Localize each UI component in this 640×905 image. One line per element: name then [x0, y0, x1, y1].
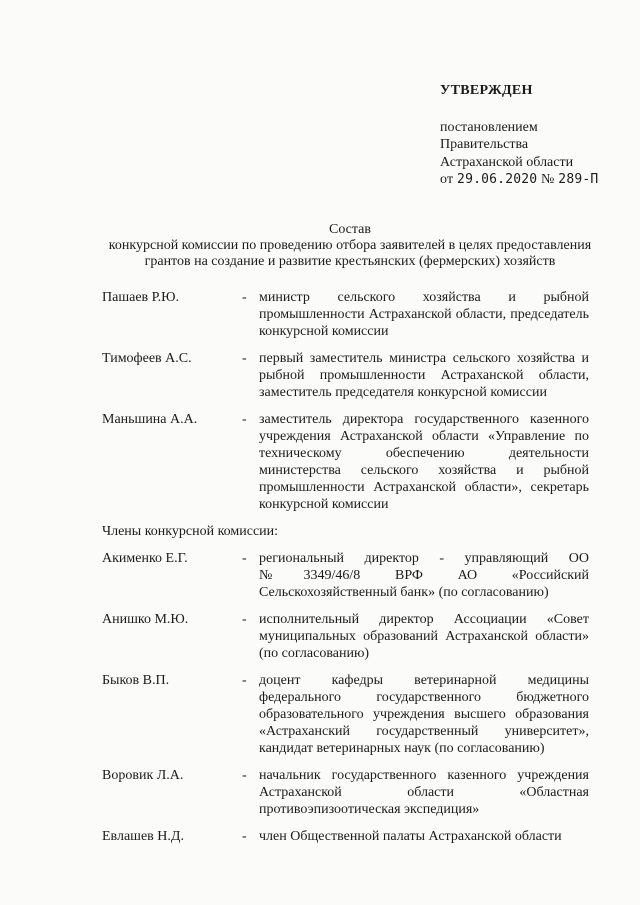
approval-heading: УТВЕРЖДЕН — [440, 83, 533, 98]
title-line-3: грантов на создание и развитие крестьянских (фермерских) хозяйств — [144, 254, 556, 269]
member-role: министр сельского хозяйства и рыбной промышленности Астраханской области, председатель конкурсной комиссии — [259, 290, 589, 339]
member-name: Пашаев Р.Ю. — [102, 290, 180, 305]
title-line-1: Состав — [328, 222, 371, 237]
approval-date-line — [440, 171, 630, 189]
member-role: доцент кафедры ветеринарной медицины федерального государственного бюджетного образовательного учреждения высшего образования «Астраханский государственный университет», кандидат ветеринарных наук (по согласованию) — [259, 673, 589, 756]
member-dash: - — [242, 673, 247, 688]
member-name: Акименко Е.Г. — [102, 551, 188, 566]
member-dash: - — [242, 412, 247, 427]
member-role: региональный директор - управляющий ОО №3349/46/8 ВРФ АО «Российский Сельскохозяйственный банк» (по согласованию) — [259, 551, 589, 600]
member-name: Быков В.П. — [102, 673, 170, 688]
member-name: Анишко М.Ю. — [102, 612, 189, 627]
member-dash: - — [242, 290, 247, 305]
date-value: 29.06.2020 — [457, 172, 538, 187]
member-dash: - — [242, 612, 247, 627]
member-name: Воровик Л.А. — [102, 768, 184, 783]
number-sign: № — [541, 172, 555, 187]
member-role: начальник государственного казенного учреждения Астраханской области «Областная противоэпизоотическая экспедиция» — [259, 768, 589, 817]
member-role: заместитель директора государственного казенного учреждения Астраханской области «Управление по техническому обеспечению деятельности министерства сельского хозяйства и рыбной промышленности Астраханской области», секретарь конкурсной комиссии — [259, 412, 589, 512]
member-name: Евлашев Н.Д. — [102, 829, 184, 844]
member-dash: - — [242, 829, 247, 844]
approval-stamp — [440, 82, 630, 189]
document-title — [100, 222, 600, 270]
member-dash: - — [242, 551, 247, 566]
number-value: 289-П — [558, 172, 599, 187]
member-role: первый заместитель министра сельского хозяйства и рыбной промышленности Астраханской области, заместитель председателя конкурсной комиссии — [259, 351, 589, 400]
title-line-2: конкурсной комиссии по проведению отбора заявителей в целях предоставления — [108, 238, 592, 253]
approval-line-1: постановлением — [440, 119, 538, 135]
approval-line-3: Астраханской области — [440, 154, 574, 170]
members-heading: Члены конкурсной комиссии: — [102, 524, 279, 539]
member-name: Маньшина А.А. — [102, 412, 198, 427]
member-role: член Общественной палаты Астраханской области — [259, 829, 562, 844]
member-dash: - — [242, 768, 247, 783]
date-prefix: от — [440, 172, 454, 187]
member-name: Тимофеев А.С. — [102, 351, 192, 366]
member-role: исполнительный директор Ассоциации «Совет муниципальных образований Астраханской области» (по согласованию) — [259, 612, 589, 661]
member-dash: - — [242, 351, 247, 366]
approval-line-2: Правительства — [440, 137, 529, 152]
